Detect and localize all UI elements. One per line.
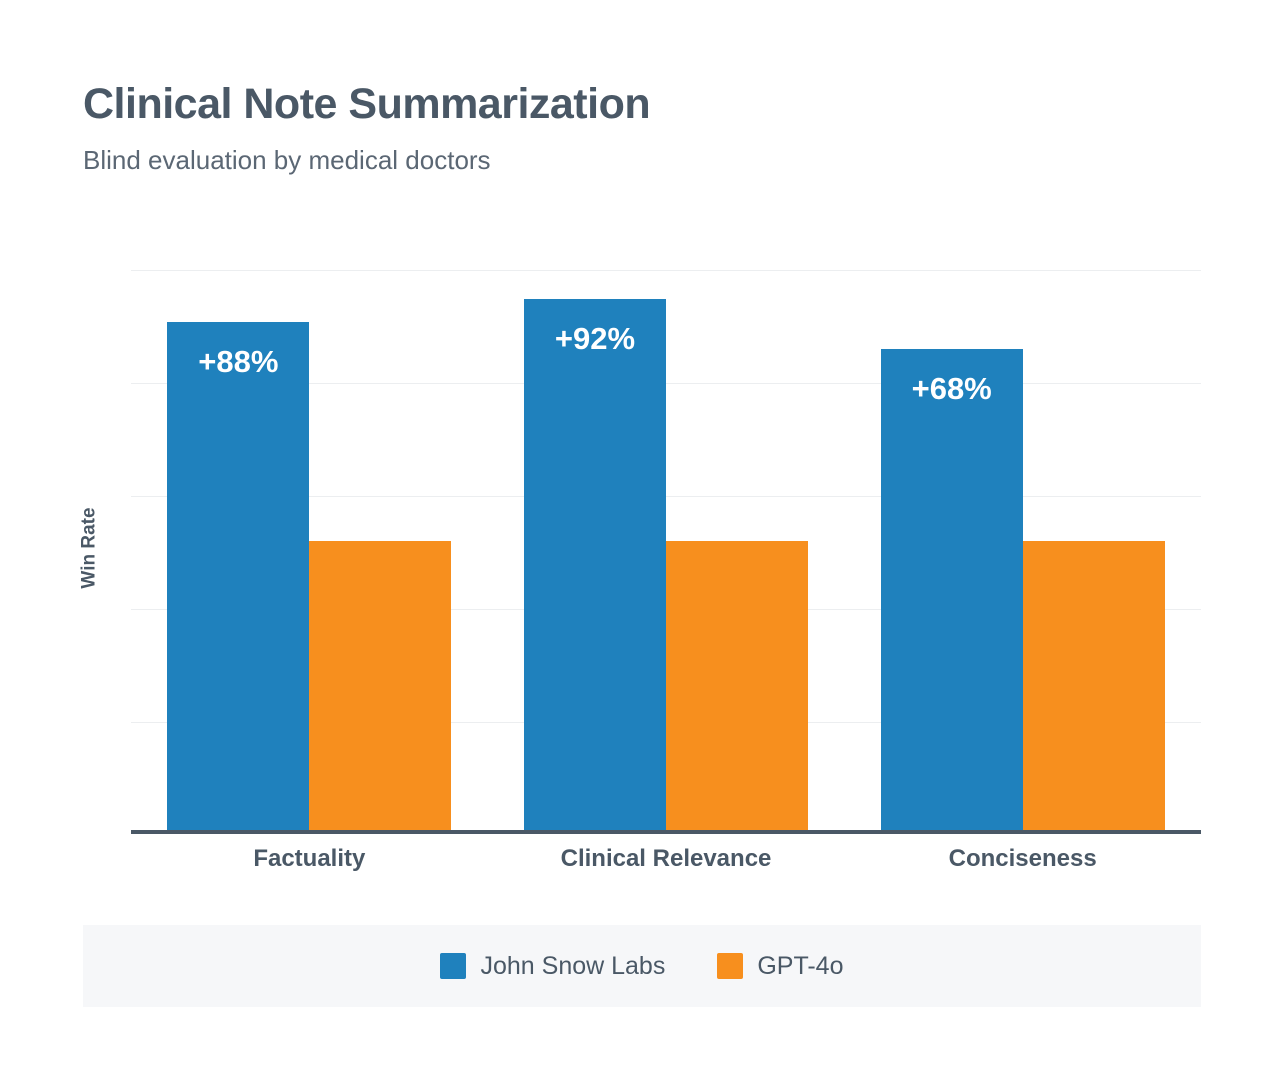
- legend-label: GPT-4o: [757, 951, 844, 980]
- bar-group-conciseness: [844, 262, 1201, 830]
- bar-gpt-4o[interactable]: [309, 541, 451, 830]
- bar-value-label: +88%: [198, 344, 279, 379]
- page-title: Clinical Note Summarization: [83, 80, 651, 128]
- chart-legend: [83, 925, 1201, 1007]
- x-tick-clinical-relevance: Clinical Relevance: [560, 845, 772, 872]
- bar-john-snow-labs[interactable]: [167, 322, 309, 830]
- bar-group-factuality: [131, 262, 488, 830]
- bar-groups: [131, 262, 1201, 830]
- bar-value-label: +92%: [554, 321, 636, 356]
- plot-canvas: [131, 262, 1201, 834]
- legend-item-john-snow-labs[interactable]: [440, 952, 665, 981]
- chart-header: [83, 80, 1183, 176]
- bar-group-clinical-relevance: [488, 262, 845, 830]
- x-tick-conciseness: Conciseness: [948, 845, 1097, 872]
- page-subtitle: Blind evaluation by medical doctors: [83, 145, 491, 176]
- legend-label: John Snow Labs: [480, 951, 666, 980]
- y-axis-label-text: Win Rate: [79, 507, 100, 589]
- x-axis-line: [131, 830, 1201, 834]
- bar-john-snow-labs[interactable]: [881, 349, 1023, 830]
- bar-john-snow-labs[interactable]: [524, 299, 666, 830]
- x-tick-factuality: Factuality: [253, 845, 366, 872]
- legend-item-gpt-4o[interactable]: [717, 952, 843, 981]
- legend-swatch-icon: [440, 953, 466, 979]
- x-axis-tick-labels: [131, 845, 1201, 873]
- plot-area: [79, 262, 1201, 842]
- bar-value-label: +68%: [911, 371, 992, 406]
- legend-swatch-icon: [717, 953, 743, 979]
- bar-gpt-4o[interactable]: [666, 541, 808, 830]
- y-axis-label: [75, 262, 105, 834]
- bar-gpt-4o[interactable]: [1023, 541, 1165, 830]
